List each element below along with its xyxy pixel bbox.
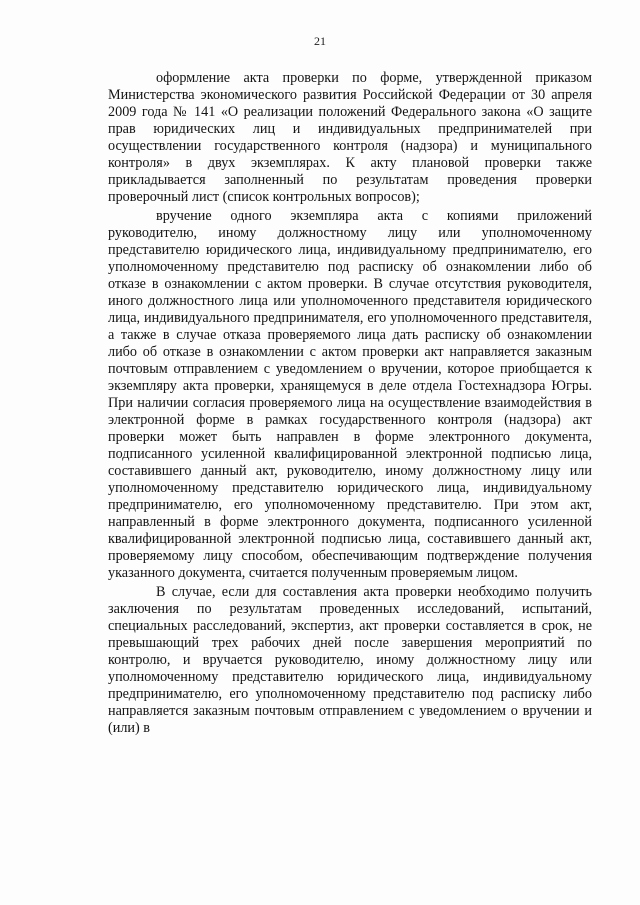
paragraph-act-delivery: вручение одного экземпляра акта с копиями приложений руководителю, иному должностному лицу или уполномоченному представителю юридического лица, индивидуальному предпринимателю, его уполномоченному представителю под расписку об ознакомлении либо об отказе в ознакомлении с актом проверки. В случае отсутствия руководителя, иного должностного лица или уполномоченного представителя юридического лица, индивидуального предпринимателя, его уполномоченного представителя, а также в случае отказа проверяемого лица дать расписку об ознакомлении либо об отказе в ознакомлении с актом проверки акт направляется заказным почтовым отправлением с уведомлением о вручении, которое приобщается к экземпляру акта проверки, хранящемуся в деле отдела Гостехнадзора Югры. При наличии согласия проверяемого лица на осуществление взаимодействия в электронной форме в рамках государственного контроля (надзора) акт проверки может быть направлен в форме электронного документа, подписанного усиленной квалифицированной электронной подписью лица, составившего данный акт, руководителю, иному должностному лицу или уполномоченному представителю юридического лица, индивидуальному предпринимателю, его уполномоченному представителю. При этом акт, направленный в форме электронного документа, подписанного усиленной квалифицированной электронной подписью лица, составившего данный акт, проверяемому лицу способом, обеспечивающим подтверждение получения указанного документа, считается полученным проверяемым лицом. — [108, 208, 592, 581]
page-number: 21 — [314, 34, 326, 48]
paragraph-act-registration: оформление акта проверки по форме, утвержденной приказом Министерства экономического развития Российской Федерации от 30 апреля 2009 года № 141 «О реализации положений Федерального закона «О защите прав юридических лиц и индивидуальных предпринимателей при осуществлении государственного контроля (надзора) и муниципального контроля» в двух экземплярах. К акту плановой проверки также прикладывается заполненный по результатам проведения проверки проверочный лист (список контрольных вопросов); — [108, 70, 592, 205]
document-body — [108, 70, 592, 737]
paragraph-expertise-case: В случае, если для составления акта проверки необходимо получить заключения по результатам проведенных исследований, испытаний, специальных расследований, экспертиз, акт проверки составляется в срок, не превышающий трех рабочих дней после завершения мероприятий по контролю, и вручается руководителю, иному должностному лицу или уполномоченному представителю юридического лица, индивидуальному предпринимателю, его уполномоченному представителю под расписку либо направляется заказным почтовым отправлением с уведомлением о вручении и (или) в — [108, 584, 592, 736]
